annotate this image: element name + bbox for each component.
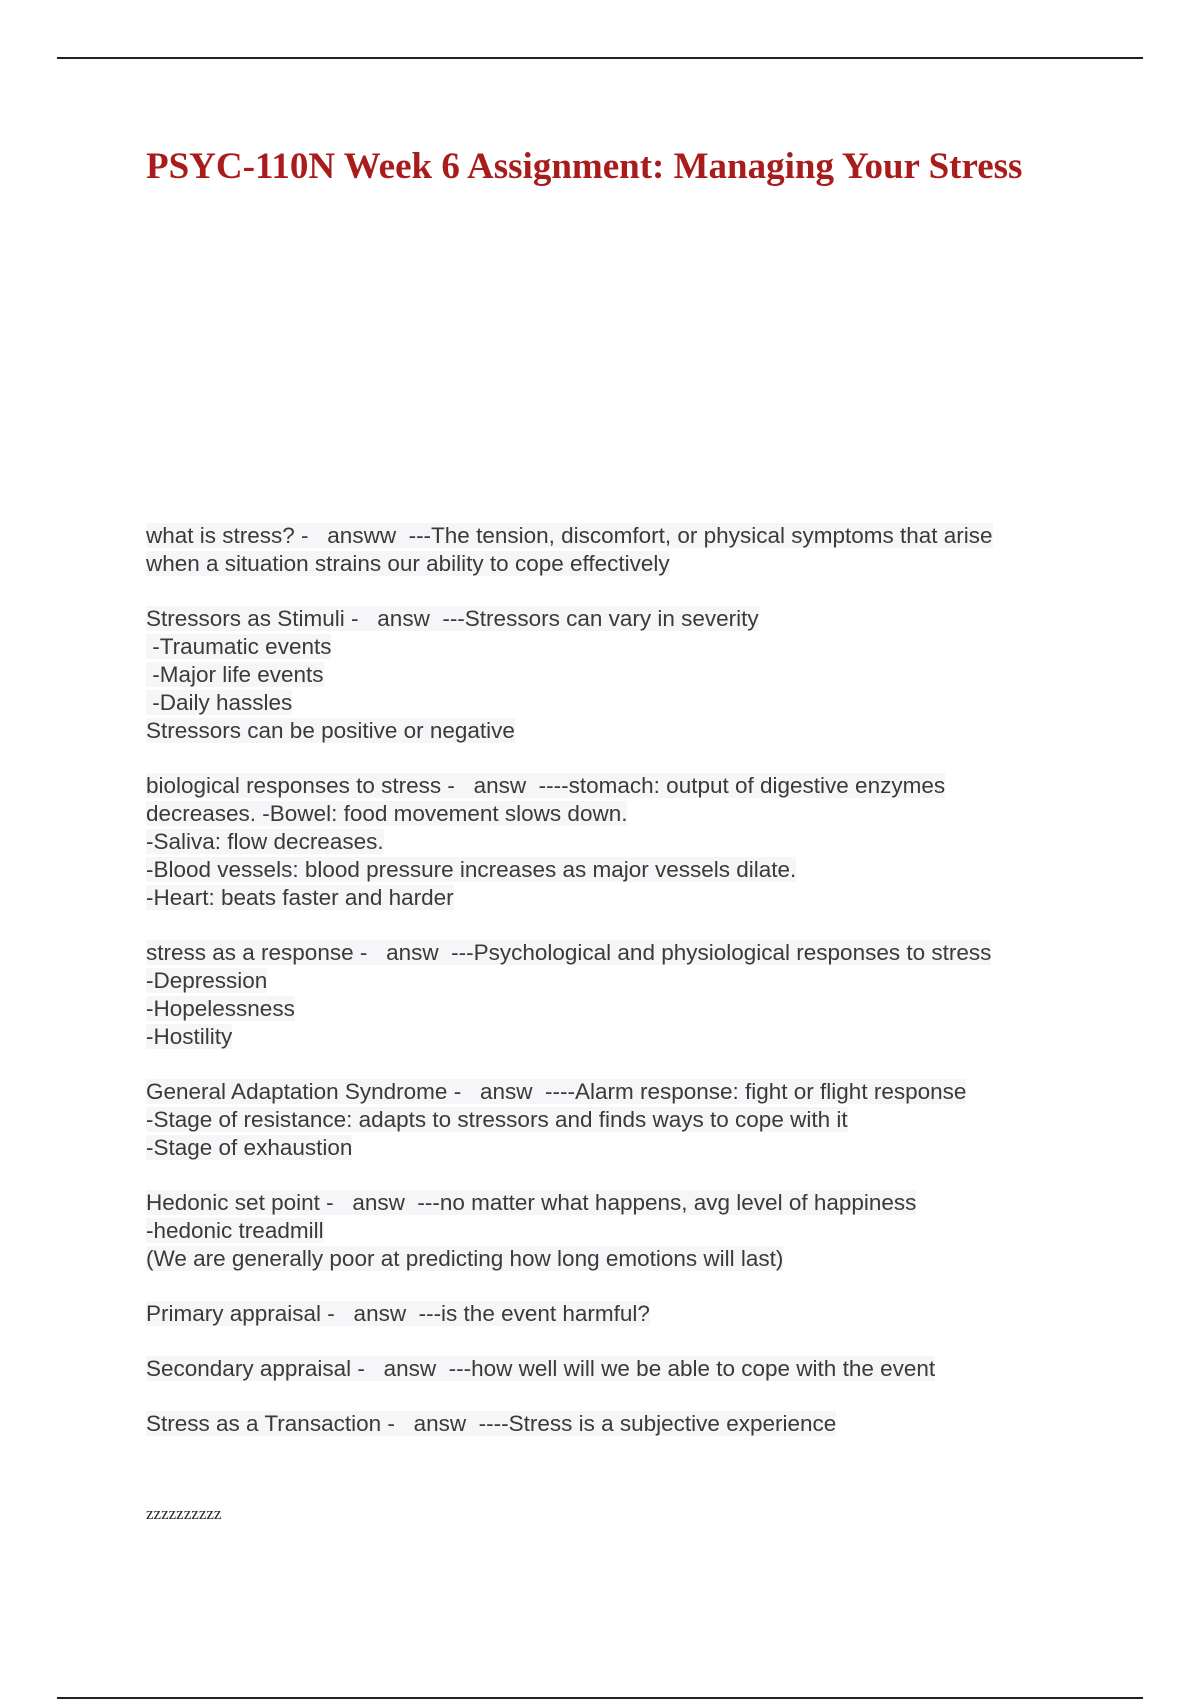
flashcard-line: -Hostility <box>146 1024 233 1049</box>
footer-text: zzzzzzzzzz <box>146 1504 222 1523</box>
flashcard-line: -Hopelessness <box>146 996 295 1021</box>
flashcard-line: -Saliva: flow decreases. <box>146 829 384 854</box>
flashcard-line: -Major life events <box>146 662 324 687</box>
flashcard <box>146 605 1086 745</box>
flashcard <box>146 1189 1086 1273</box>
flashcard <box>146 1300 1086 1328</box>
flashcard <box>146 772 1086 912</box>
document-title: PSYC-110N Week 6 Assignment: Managing Your Stress <box>146 146 1023 187</box>
flashcard <box>146 1078 1086 1162</box>
top-rule <box>57 57 1143 59</box>
flashcard-line: stress as a response - answ ---Psychological and physiological responses to stress <box>146 940 992 965</box>
flashcard-line: -hedonic treadmill <box>146 1218 324 1243</box>
flashcard-line: biological responses to stress - answ ----stomach: output of digestive enzymes <box>146 773 946 798</box>
flashcard-line: (We are generally poor at predicting how long emotions will last) <box>146 1246 784 1271</box>
flashcard-line: -Stage of resistance: adapts to stressors and finds ways to cope with it <box>146 1107 848 1132</box>
flashcard <box>146 939 1086 1051</box>
flashcard <box>146 1410 1086 1438</box>
flashcard-line: Secondary appraisal - answ ---how well will we be able to cope with the event <box>146 1356 936 1381</box>
bottom-rule <box>57 1697 1143 1699</box>
flashcard-line: General Adaptation Syndrome - answ ----Alarm response: fight or flight response <box>146 1079 967 1104</box>
flashcard-line: -Heart: beats faster and harder <box>146 885 454 910</box>
flashcard-list <box>146 522 1086 1465</box>
flashcard-line: Hedonic set point - answ ---no matter what happens, avg level of happiness <box>146 1190 917 1215</box>
flashcard-line: what is stress? - answw ---The tension, discomfort, or physical symptoms that arise <box>146 523 993 548</box>
flashcard-line: -Traumatic events <box>146 634 332 659</box>
flashcard-line: decreases. -Bowel: food movement slows down. <box>146 801 628 826</box>
flashcard-line: when a situation strains our ability to cope effectively <box>146 551 670 576</box>
flashcard-line: Stress as a Transaction - answ ----Stress is a subjective experience <box>146 1411 837 1436</box>
flashcard-line: -Daily hassles <box>146 690 293 715</box>
flashcard <box>146 1355 1086 1383</box>
flashcard-line: -Depression <box>146 968 268 993</box>
flashcard-line: Primary appraisal - answ ---is the event harmful? <box>146 1301 650 1326</box>
flashcard-line: Stressors as Stimuli - answ ---Stressors can vary in severity <box>146 606 759 631</box>
flashcard-line: -Blood vessels: blood pressure increases as major vessels dilate. <box>146 857 797 882</box>
flashcard-line: -Stage of exhaustion <box>146 1135 353 1160</box>
flashcard <box>146 522 1086 578</box>
flashcard-line: Stressors can be positive or negative <box>146 718 515 743</box>
